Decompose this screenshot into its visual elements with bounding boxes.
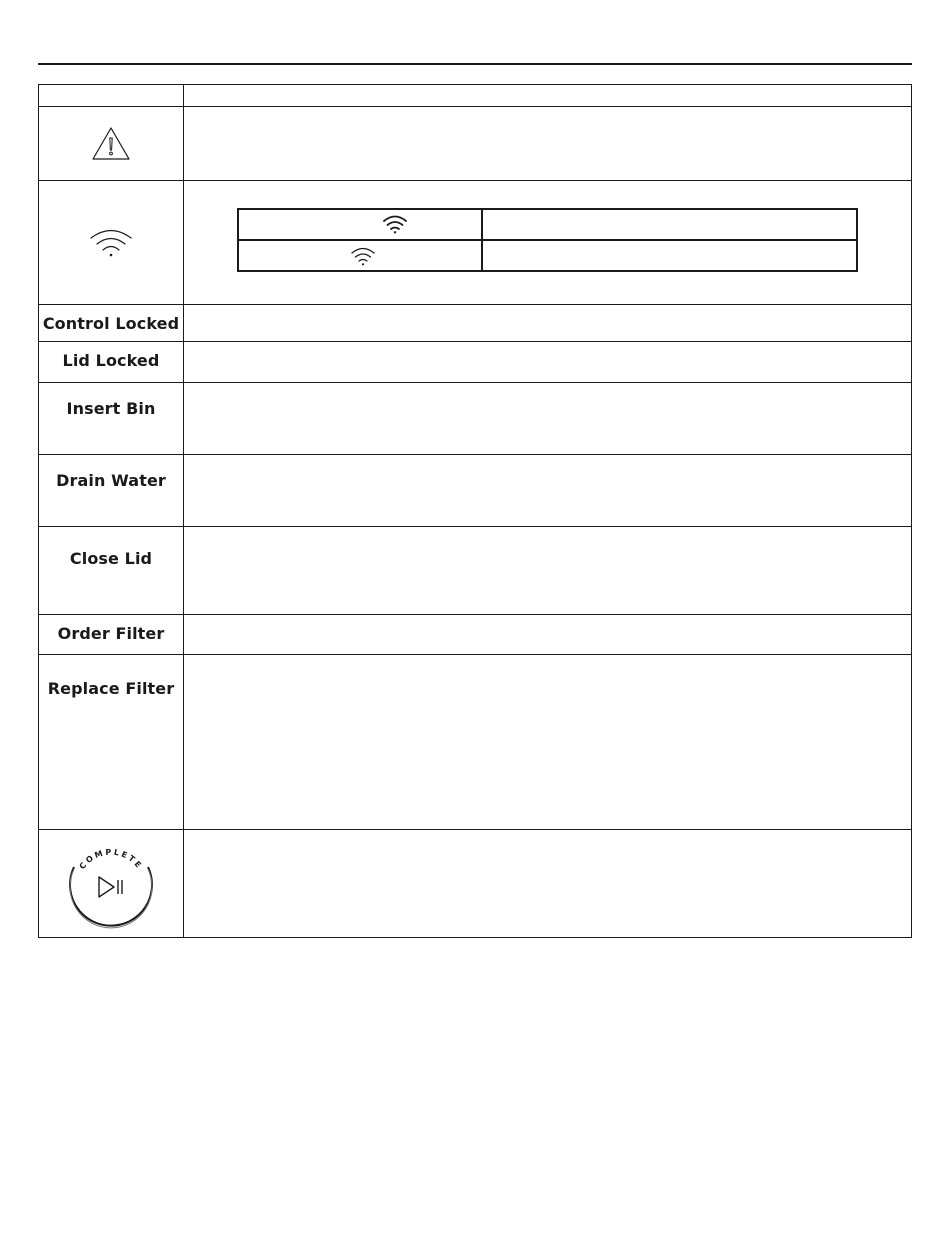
description-cell bbox=[184, 655, 912, 830]
ring-complete-label: COMPLETE bbox=[77, 847, 145, 871]
table-row bbox=[39, 383, 912, 455]
description-cell bbox=[184, 527, 912, 615]
wifi-status-row bbox=[238, 240, 857, 271]
description-cell bbox=[184, 383, 912, 455]
header-cell-indicator bbox=[39, 85, 184, 107]
wifi-status-description bbox=[482, 209, 857, 240]
table-row bbox=[39, 615, 912, 655]
wifi-status-icon-cell bbox=[238, 240, 482, 271]
wifi-icon bbox=[89, 227, 133, 259]
label-cell bbox=[39, 342, 184, 383]
close-lid-label: Close Lid bbox=[69, 549, 153, 568]
table-row bbox=[39, 455, 912, 527]
description-cell bbox=[184, 830, 912, 938]
icon-cell bbox=[39, 181, 184, 305]
description-cell bbox=[184, 107, 912, 181]
icon-cell bbox=[39, 107, 184, 181]
table-row bbox=[39, 655, 912, 830]
wifi-status-table bbox=[237, 208, 858, 272]
table-row bbox=[39, 305, 912, 342]
wifi-status-row bbox=[238, 209, 857, 240]
drain-water-label: Drain Water bbox=[56, 471, 166, 490]
table-row bbox=[39, 107, 912, 181]
description-cell bbox=[184, 455, 912, 527]
description-cell bbox=[184, 342, 912, 383]
label-cell bbox=[39, 527, 184, 615]
svg-text:COMPLETE bbox=[78, 847, 145, 870]
control-locked-label: Control Locked bbox=[42, 314, 180, 333]
insert-bin-label: Insert Bin bbox=[66, 399, 156, 418]
label-cell bbox=[39, 655, 184, 830]
wifi-status-description bbox=[482, 240, 857, 271]
table-row bbox=[39, 342, 912, 383]
play-pause-button-icon bbox=[63, 836, 159, 932]
description-cell bbox=[184, 615, 912, 655]
label-cell bbox=[39, 305, 184, 342]
table-header-row bbox=[39, 85, 912, 107]
description-cell bbox=[184, 181, 912, 305]
label-cell bbox=[39, 615, 184, 655]
header-rule bbox=[38, 63, 912, 65]
wifi-icon bbox=[350, 246, 376, 266]
table-row bbox=[39, 527, 912, 615]
description-cell bbox=[184, 305, 912, 342]
lid-locked-label: Lid Locked bbox=[62, 351, 160, 370]
indicator-table bbox=[38, 84, 912, 938]
wifi-icon bbox=[382, 214, 408, 234]
warning-triangle-icon bbox=[91, 126, 131, 162]
order-filter-label: Order Filter bbox=[57, 624, 165, 643]
label-cell bbox=[39, 455, 184, 527]
icon-cell bbox=[39, 830, 184, 938]
replace-filter-label: Replace Filter bbox=[47, 679, 175, 698]
label-cell bbox=[39, 383, 184, 455]
wifi-status-icon-cell bbox=[238, 209, 482, 240]
table-row bbox=[39, 181, 912, 305]
table-row bbox=[39, 830, 912, 938]
header-cell-description bbox=[184, 85, 912, 107]
